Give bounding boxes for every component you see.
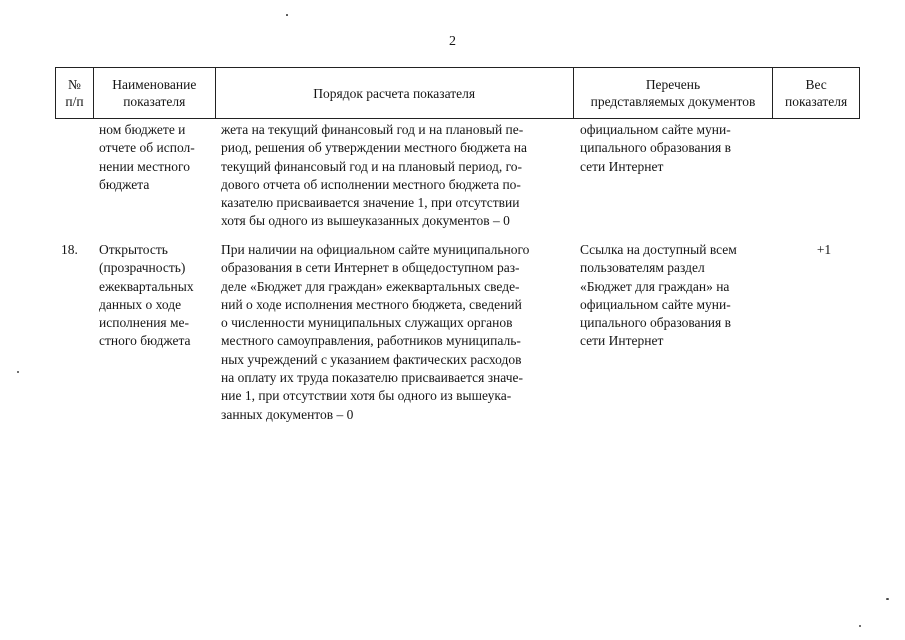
row18-calc-line: на оплату их труда показателю присваивается значе-: [221, 370, 524, 386]
header-docs-line-1: Перечень: [645, 77, 701, 92]
cont-calc-line: жета на текущий финансовый год и на плановый пе-: [221, 122, 524, 137]
page-number: 2: [449, 34, 456, 49]
cont-num-cell: [55, 121, 93, 231]
header-indicator-name: [94, 68, 216, 118]
cont-name-line: бюджета: [99, 176, 150, 192]
header-weight: [773, 68, 859, 118]
cont-docs-line: официальном сайте муни-: [580, 122, 731, 137]
row18-docs-cell: [574, 241, 774, 424]
header-docs-line-2: представляемых документов: [590, 94, 756, 109]
header-weight-line-1: Вес: [805, 77, 827, 92]
row18-docs-line: пользователям раздел: [580, 260, 705, 276]
row18-calc-line: ний о ходе исполнения местного бюджета, сведений: [221, 296, 522, 312]
header-documents-list: [574, 68, 774, 118]
row18-calc-line: деле «Бюджет для граждан» ежеквартальных сведе-: [221, 278, 520, 294]
table-header: [55, 67, 860, 119]
cont-name-line: отчете об испол-: [99, 140, 195, 156]
header-weight-line-2: показателя: [785, 94, 848, 109]
row18-calc-line: занных документов – 0: [221, 406, 354, 422]
cont-calc-cell: [215, 121, 574, 231]
row18-name-line: стного бюджета: [99, 333, 191, 349]
header-name-line-2: показателя: [123, 94, 186, 109]
row18-docs-line: официальном сайте муни-: [580, 296, 731, 312]
cont-calc-line: текущий финансовый год и на плановый период, го-: [221, 158, 523, 174]
cont-calc-line: дового отчета об исполнении местного бюджета по-: [221, 176, 521, 192]
row18-calc-line: образования в сети Интернет в общедоступном раз-: [221, 260, 520, 276]
row18-docs-line: «Бюджет для граждан» на: [580, 278, 730, 294]
row18-name-line: данных о ходе: [99, 296, 182, 312]
header-calculation-procedure: Порядок расчета показателя: [216, 68, 574, 118]
header-number-line-1: №: [68, 77, 81, 92]
row18-calc-line: местного самоуправления, работников муниципаль-: [221, 333, 521, 349]
cont-name-line: нении местного: [99, 158, 190, 174]
header-name-line-1: Наименование: [112, 77, 197, 92]
cont-weight-cell: [774, 121, 860, 231]
row18-calc-cell: [215, 241, 574, 424]
row18-docs-line: ципального образования в: [580, 315, 731, 331]
row18-name-line: (прозрачность): [99, 260, 186, 276]
row18-calc-line: При наличии на официальном сайте муниципального: [221, 242, 530, 257]
scan-speck: [886, 598, 889, 600]
row18-calc-line: о численности муниципальных служащих органов: [221, 315, 513, 331]
header-number-line-2: п/п: [65, 94, 84, 109]
row18-calc-line: ние 1, при отсутствии хотя бы одного из вышеука-: [221, 388, 512, 404]
row18-name-line: Открытость: [99, 242, 168, 257]
cont-name-line: ном бюджете и: [99, 122, 186, 137]
cont-calc-line: хотя бы одного из вышеуказанных документов – 0: [221, 213, 510, 229]
row18-weight: +1: [816, 242, 832, 257]
cont-docs-line: сети Интернет: [580, 158, 664, 174]
cont-name-cell: [93, 121, 215, 231]
scan-speck: [859, 625, 861, 627]
cont-calc-line: риод, решения об утверждении местного бюджета на: [221, 140, 528, 156]
scan-speck: [286, 14, 288, 16]
cont-docs-line: ципального образования в: [580, 140, 731, 156]
row18-name-line: ежеквартальных: [99, 278, 194, 294]
table-row-continuation: [55, 121, 860, 231]
table-row-18: [55, 241, 860, 424]
scan-speck: [17, 371, 19, 373]
row18-name-cell: [93, 241, 215, 424]
row18-number: 18.: [61, 242, 78, 257]
header-number: [56, 68, 94, 118]
row18-name-line: исполнения ме-: [99, 315, 190, 331]
row18-calc-line: ных учреждений с указанием фактических расходов: [221, 351, 522, 367]
cont-docs-cell: [574, 121, 774, 231]
row18-docs-line: сети Интернет: [580, 333, 664, 349]
row18-docs-line: Ссылка на доступный всем: [580, 242, 737, 257]
cont-calc-line: казателю присваивается значение 1, при отсутствии: [221, 195, 520, 211]
